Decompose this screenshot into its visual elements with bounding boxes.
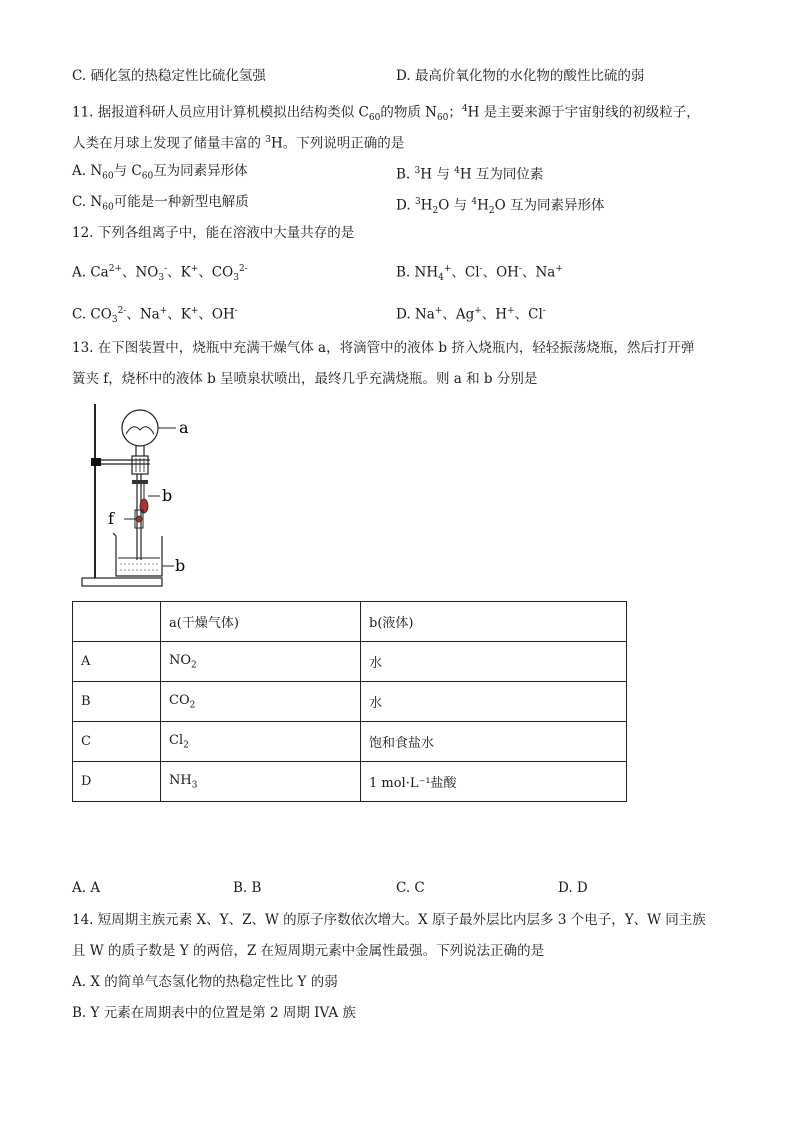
stand-base <box>82 578 162 586</box>
q12-stem: 12. 下列各组离子中，能在溶液中大量共存的是 <box>72 225 355 241</box>
table-header-cell <box>73 602 161 642</box>
q12-option-b: B. $NH_4^+$、Cl-、OH-、Na+ <box>396 264 563 284</box>
q14-option-a: A. X 的简单气态氢化物的热稳定性比 Y 的弱 <box>72 974 338 990</box>
q10-option-c: C. 硒化氢的热稳定性比硫化氢强 <box>72 68 266 84</box>
clamp <box>91 458 101 466</box>
label-a: a <box>179 418 189 437</box>
table-cell-gas: $NH_3$ <box>161 762 361 802</box>
q13-stem-line2: 簧夹 f，烧杯中的液体 b 呈喷泉状喷出，最终几乎充满烧瓶。则 a 和 b 分别是 <box>72 371 538 387</box>
table-row <box>73 762 627 802</box>
label-b-beaker: b <box>175 556 186 575</box>
table-cell-liquid: 水 <box>361 682 627 722</box>
q13-table <box>72 601 627 802</box>
round-bottom-flask <box>122 410 158 446</box>
label-f: f <box>108 509 114 528</box>
table-cell-option: D <box>73 762 161 802</box>
table-cell-gas: $Cl_2$ <box>161 722 361 762</box>
q11-stem-line1: 11. 据报道科研人员应用计算机模拟出结构类似 $C_{60}$的物质 $N_{60}$；$^4$H 是主要来源于宇宙射线的初级粒子， <box>72 104 700 124</box>
table-row <box>73 722 627 762</box>
q13-option-d: D. D <box>558 880 588 896</box>
q12-option-d: D. Na+、Ag+、H+、Cl- <box>396 306 546 323</box>
q12-option-a: A. $Ca^{2+}$、$NO_3^-$、K+、$CO_3^{2-}$ <box>72 264 248 284</box>
q11-option-b: B. $^3$H 与 $^4$H 互为同位素 <box>396 166 544 183</box>
dropper-bulb <box>140 499 148 513</box>
table-row <box>73 642 627 682</box>
q13-stem-line1: 13. 在下图装置中，烧瓶中充满干燥气体 a，将滴管中的液体 b 挤入烧瓶内，轻轻振荡烧瓶，然后打开弹 <box>72 340 695 356</box>
table-header-row <box>73 602 627 642</box>
q11-stem-line2: 人类在月球上发现了储量丰富的 $^3$H。下列说明正确的是 <box>72 135 405 152</box>
spring-clamp-f <box>136 516 142 522</box>
label-b-dropper: b <box>162 486 173 505</box>
q14-stem-line2: 且 W 的质子数是 Y 的两倍，Z 在短周期元素中金属性最强。下列说法正确的是 <box>72 943 545 959</box>
q13-option-c: C. C <box>396 880 425 896</box>
table-row <box>73 682 627 722</box>
q11-option-c: C. $N_{60}$可能是一种新型电解质 <box>72 194 249 213</box>
beaker <box>116 536 162 576</box>
q11-option-d: D. $^3H_2O$ 与 $^4H_2O$ 互为同素异形体 <box>396 197 605 217</box>
table-cell-liquid: 1 mol·L⁻¹盐酸 <box>361 762 627 802</box>
q11-option-a: A. $N_{60}$与 $C_{60}$互为同素异形体 <box>72 163 248 182</box>
q13-option-b: B. B <box>233 880 262 896</box>
table-cell-option: A <box>73 642 161 682</box>
fountain-apparatus-figure <box>78 400 198 590</box>
table-cell-liquid: 饱和食盐水 <box>361 722 627 762</box>
q14-stem-line1: 14. 短周期主族元素 X、Y、Z、W 的原子序数依次增大。X 原子最外层比内层多 3 个电子，Y、W 同主族 <box>72 912 706 928</box>
q14-option-b: B. Y 元素在周期表中的位置是第 2 周期 IVA 族 <box>72 1005 356 1021</box>
table-cell-option: C <box>73 722 161 762</box>
table-header-cell: b(液体) <box>361 602 627 642</box>
table-cell-gas: $CO_2$ <box>161 682 361 722</box>
table-cell-gas: $NO_2$ <box>161 642 361 682</box>
table-header-cell: a(干燥气体) <box>161 602 361 642</box>
table-cell-option: B <box>73 682 161 722</box>
q13-option-a: A. A <box>72 880 101 896</box>
q10-option-d: D. 最高价氧化物的水化物的酸性比硫的弱 <box>396 68 645 84</box>
q12-option-c: C. $CO_3^{2-}$、Na+、K+、OH- <box>72 306 238 326</box>
table-cell-liquid: 水 <box>361 642 627 682</box>
